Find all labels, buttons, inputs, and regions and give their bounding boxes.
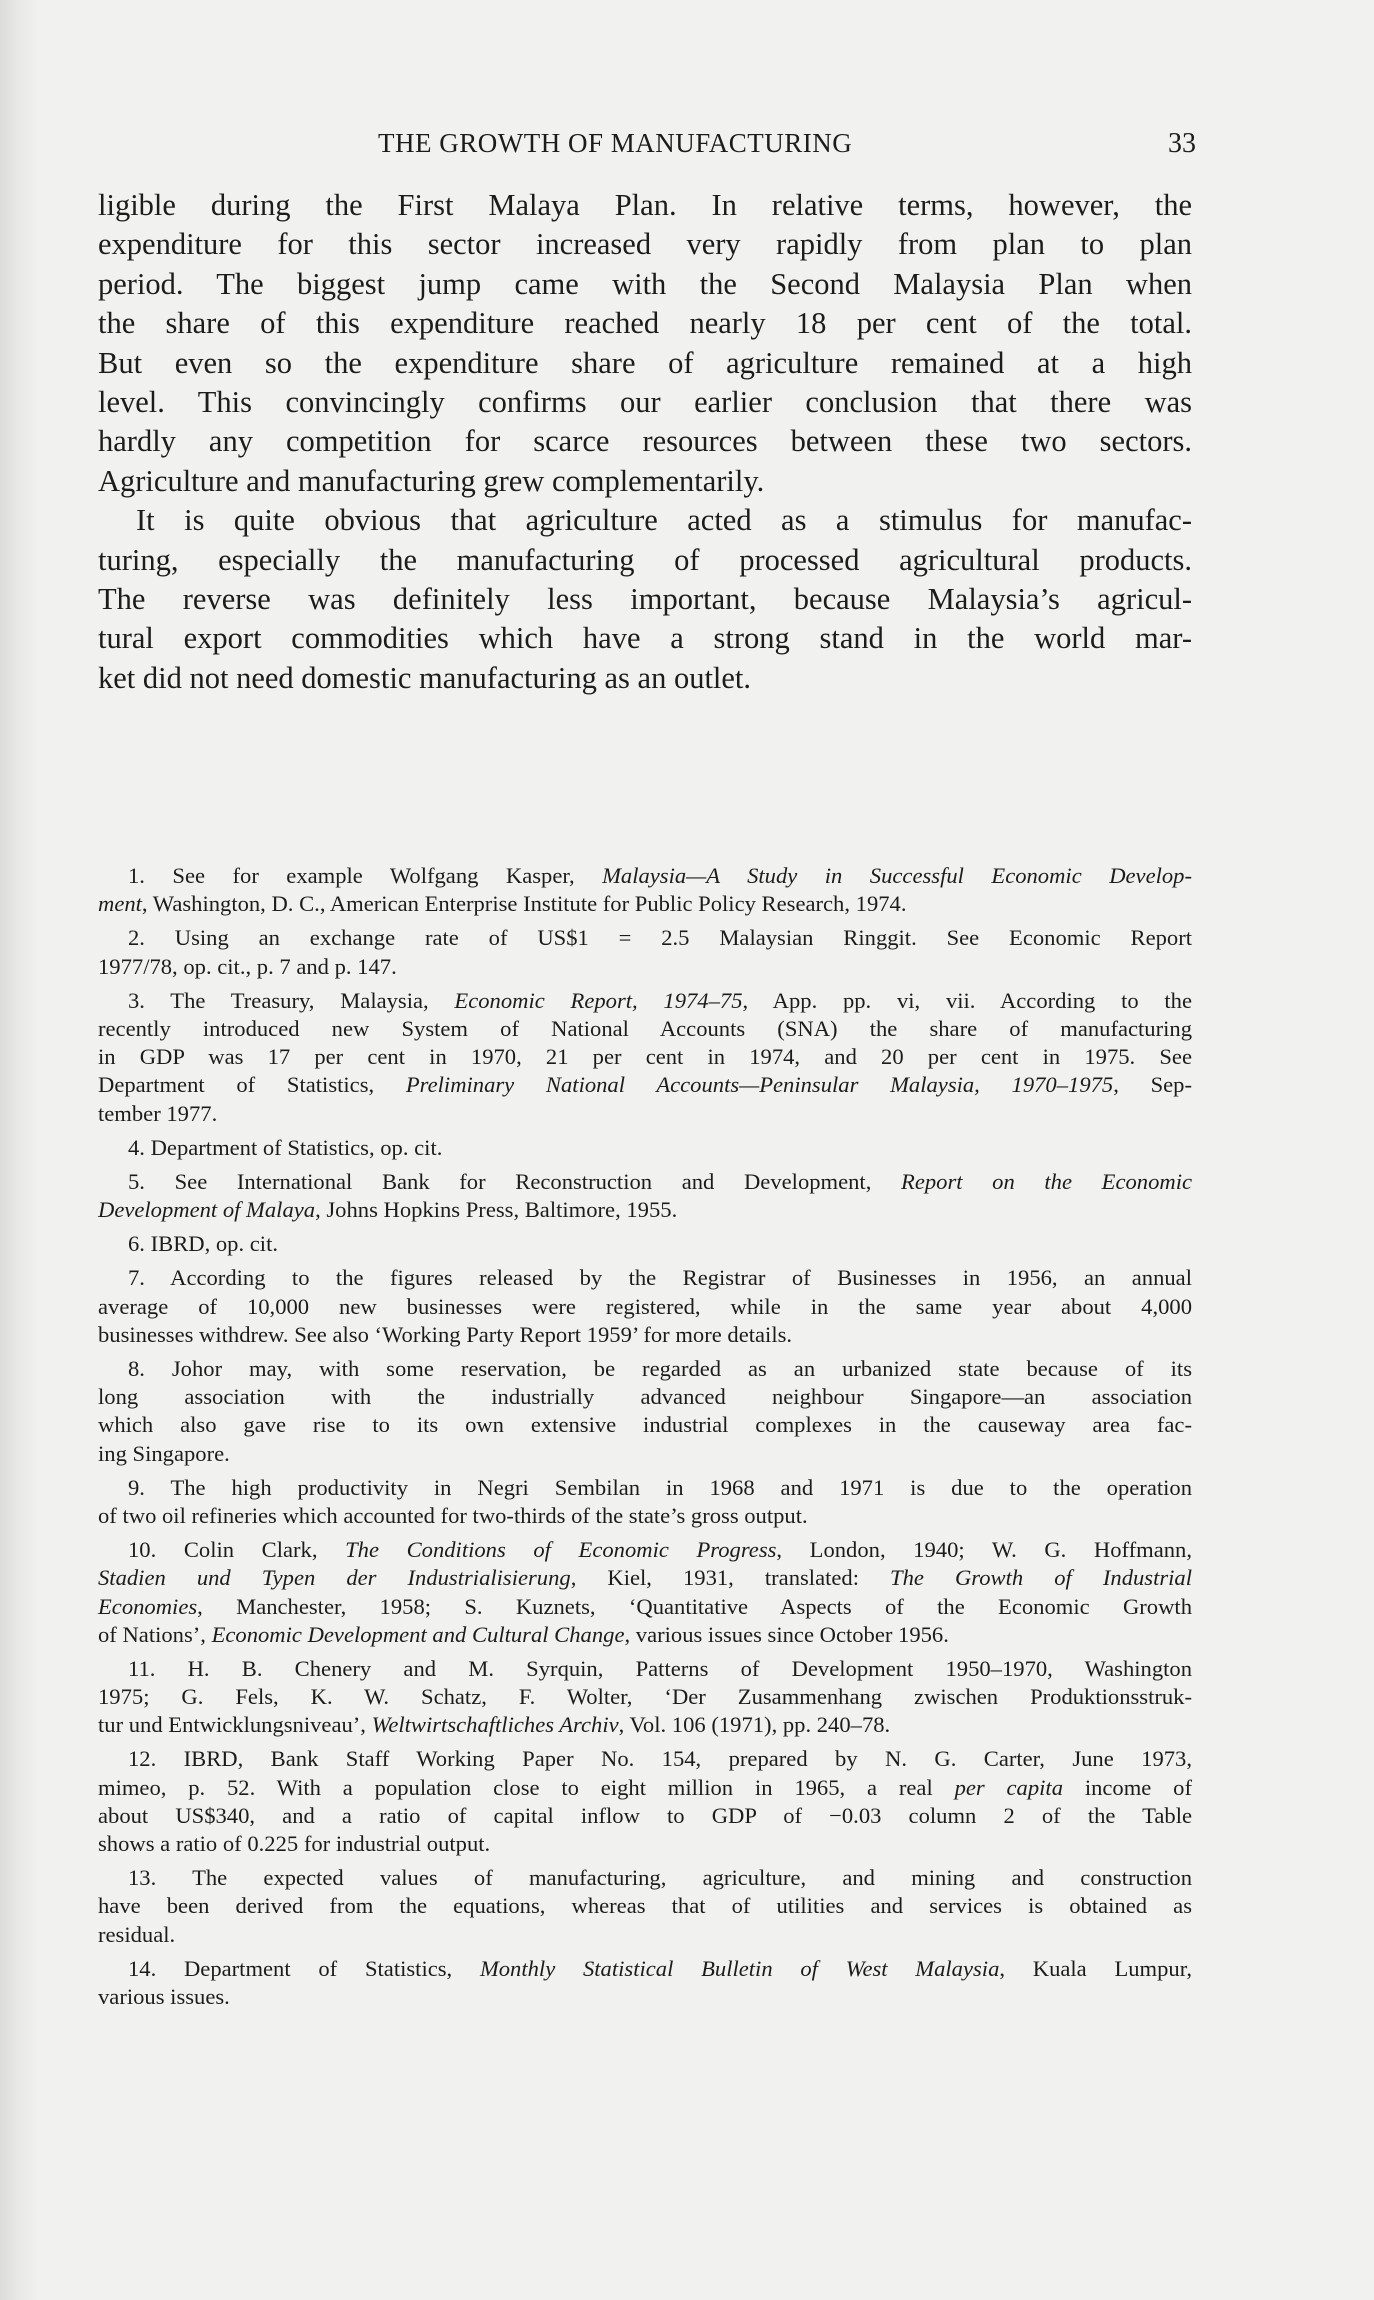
footnote-text: various issues.: [98, 1983, 230, 2009]
footnote-line: [98, 987, 1192, 1015]
footnote-14: [98, 1955, 1192, 2011]
footnote-text: 8. Johor may, with some reservation, be regarded as an urbanized state because of its: [128, 1356, 1192, 1381]
body-line: Agriculture and manufacturing grew complementarily.: [98, 463, 765, 498]
footnote-text: 12. IBRD, Bank Staff Working Paper No. 154, prepared by N. G. Carter, June 1973,: [128, 1746, 1192, 1772]
footnote-text: residual.: [98, 1921, 176, 1947]
footnote-text: 3. The Treasury, Malaysia,: [128, 987, 455, 1013]
body-text: [98, 186, 1192, 698]
footnote-text: in GDP was 17 per cent in 1970, 21 per cent in 1974, and 20 per cent in 1975. See: [98, 1044, 1192, 1070]
footnote-line: [98, 1134, 1192, 1162]
body-line: ligible during the First Malaya Plan. In relative terms, however, the: [98, 188, 1192, 222]
footnote-line: [98, 1383, 1192, 1411]
footnote-text: of two oil refineries which accounted for two-thirds of the state’s gross output.: [98, 1502, 808, 1528]
footnote-text: have been derived from the equations, whereas that of utilities and services is obtained as: [98, 1893, 1192, 1919]
footnote-text: 11. H. B. Chenery and M. Syrquin, Patterns of Development 1950–1970, Washington: [128, 1655, 1192, 1681]
footnote-9: [98, 1474, 1192, 1530]
footnote-line: [98, 1230, 1192, 1258]
footnote-text: 1975; G. Fels, K. W. Schatz, F. Wolter, ‘Der Zusammenhang zwischen Produktionsstruk-: [98, 1684, 1192, 1710]
footnote-text: about US$340, and a ratio of capital inflow to GDP of −0.03 column 2 of the Table: [98, 1802, 1192, 1828]
italic-title: per capita: [954, 1774, 1063, 1800]
footnote-line: [98, 1745, 1192, 1773]
body-line: It is quite obvious that agriculture acted as a stimulus for manufac-: [136, 503, 1192, 538]
footnote-line: [98, 1593, 1192, 1621]
body-line: expenditure for this sector increased very rapidly from plan to plan: [98, 227, 1192, 262]
footnote-line: [98, 1536, 1192, 1564]
footnote-13: [98, 1864, 1192, 1949]
footnote-line: [98, 1474, 1192, 1502]
footnote-line: [98, 1168, 1192, 1196]
body-line: But even so the expenditure share of agriculture remained at a high: [98, 345, 1192, 380]
footnote-12: [98, 1745, 1192, 1858]
footnote-line: [98, 1564, 1192, 1592]
footnote-2: [98, 924, 1192, 980]
footnote-text: income of: [1063, 1774, 1192, 1800]
italic-title: Stadien und Typen der Industrialisierung: [98, 1565, 571, 1591]
footnote-text: , Kuala Lumpur,: [999, 1955, 1192, 1981]
footnote-text: 10. Colin Clark,: [128, 1537, 346, 1563]
page-gutter-shadow: [0, 0, 40, 2300]
footnote-line: [98, 1100, 1192, 1128]
page-number: 33: [1168, 128, 1196, 159]
footnote-line: [98, 1621, 1192, 1649]
footnote-3: [98, 987, 1192, 1128]
footnote-line: [98, 1864, 1192, 1892]
italic-title: Economies: [98, 1593, 198, 1619]
italic-title: Malaysia—A Study in Successful Economic Develop-: [602, 863, 1192, 888]
body-line: turing, especially the manufacturing of processed agricultural products.: [98, 542, 1192, 577]
footnote-line: [98, 953, 1192, 981]
footnote-6: [98, 1230, 1192, 1258]
footnote-text: 14. Department of Statistics,: [128, 1955, 480, 1981]
italic-title: The Growth of Industrial: [890, 1565, 1192, 1591]
footnote-text: 9. The high productivity in Negri Sembilan in 1968 and 1971 is due to the operation: [128, 1474, 1192, 1500]
footnote-line: [98, 1774, 1192, 1802]
footnote-line: [98, 1321, 1192, 1349]
footnote-line: [98, 1502, 1192, 1530]
footnote-text: average of 10,000 new businesses were registered, while in the same year about 4,000: [98, 1293, 1192, 1319]
footnote-line: [98, 1355, 1192, 1383]
italic-title: Report on the Economic: [901, 1168, 1192, 1194]
footnote-line: [98, 1802, 1192, 1830]
footnote-line: [98, 890, 1192, 918]
footnote-10: [98, 1536, 1192, 1649]
footnote-line: [98, 1921, 1192, 1949]
footnote-4: [98, 1134, 1192, 1162]
body-line: the share of this expenditure reached nearly 18 per cent of the total.: [98, 306, 1192, 341]
footnotes-section: [98, 862, 1192, 2017]
footnote-text: recently introduced new System of National Accounts (SNA) the share of manufacturing: [98, 1015, 1192, 1041]
italic-title: Economic Report, 1974–75: [454, 987, 743, 1013]
footnote-line: [98, 862, 1192, 890]
footnote-text: 2. Using an exchange rate of US$1 = 2.5 Malaysian Ringgit. See Economic Report: [128, 925, 1192, 951]
footnote-text: , Manchester, 1958; S. Kuznets, ‘Quantitative Aspects of the Economic Growth: [197, 1593, 1192, 1619]
footnote-text: shows a ratio of 0.225 for industrial output.: [98, 1831, 491, 1856]
footnote-text: tur und Entwicklungsniveau’,: [98, 1712, 372, 1738]
footnote-text: , Vol. 106 (1971), pp. 240–78.: [618, 1712, 891, 1738]
footnote-line: [98, 1196, 1192, 1224]
running-title: THE GROWTH OF MANUFACTURING: [378, 128, 853, 158]
footnote-1: [98, 862, 1192, 918]
footnote-text: 6. IBRD, op. cit.: [128, 1231, 278, 1257]
footnote-line: [98, 1892, 1192, 1920]
footnote-text: 1. See for example Wolfgang Kasper,: [128, 863, 603, 888]
footnote-line: [98, 1071, 1192, 1099]
footnote-text: , various issues since October 1956.: [624, 1621, 949, 1647]
body-line: The reverse was definitely less important, because Malaysia’s agricul-: [98, 581, 1192, 616]
footnote-line: [98, 1411, 1192, 1439]
italic-title: Weltwirtschaftliches Archiv: [371, 1712, 619, 1738]
footnote-7: [98, 1264, 1192, 1349]
footnote-5: [98, 1168, 1192, 1224]
italic-title: The Conditions of Economic Progress: [345, 1537, 777, 1563]
footnote-text: , Johns Hopkins Press, Baltimore, 1955.: [315, 1197, 678, 1223]
footnote-line: [98, 924, 1192, 952]
footnote-line: [98, 1955, 1192, 1983]
paragraph-1: [98, 186, 1192, 501]
footnote-line: [98, 1264, 1192, 1292]
footnote-line: [98, 1015, 1192, 1043]
footnote-line: [98, 1655, 1192, 1683]
footnote-text: 7. According to the figures released by the Registrar of Businesses in 1956, an annual: [128, 1265, 1192, 1291]
footnote-8: [98, 1355, 1192, 1468]
body-line: level. This convincingly confirms our earlier conclusion that there was: [98, 384, 1192, 419]
footnote-line: [98, 1711, 1192, 1739]
footnote-text: mimeo, p. 52. With a population close to eight million in 1965, a real: [98, 1774, 955, 1800]
running-header: [98, 128, 1196, 168]
italic-title: Monthly Statistical Bulletin of West Malaysia: [479, 1955, 1000, 1981]
footnote-text: of Nations’,: [98, 1621, 212, 1647]
footnote-line: [98, 1983, 1192, 2011]
paragraph-2: [98, 501, 1192, 698]
footnote-text: which also gave rise to its own extensive industrial complexes in the causeway area fac-: [98, 1412, 1192, 1438]
footnote-text: 4. Department of Statistics, op. cit.: [128, 1134, 443, 1160]
body-line: period. The biggest jump came with the Second Malaysia Plan when: [98, 266, 1192, 301]
footnote-line: [98, 1440, 1192, 1468]
footnote-text: ing Singapore.: [98, 1440, 230, 1466]
footnote-line: [98, 1830, 1192, 1858]
footnote-line: [98, 1043, 1192, 1071]
footnote-text: , Sep-: [1113, 1072, 1192, 1098]
italic-title: Economic Development and Cultural Change: [211, 1621, 625, 1647]
footnote-text: , London, 1940; W. G. Hoffmann,: [776, 1537, 1192, 1563]
footnote-text: 13. The expected values of manufacturing, agriculture, and mining and construction: [128, 1865, 1192, 1891]
footnote-line: [98, 1683, 1192, 1711]
italic-title: Development of Malaya: [98, 1197, 316, 1223]
body-line: hardly any competition for scarce resources between these two sectors.: [98, 424, 1192, 459]
footnote-text: 5. See International Bank for Reconstruction and Development,: [128, 1168, 902, 1194]
footnote-text: tember 1977.: [98, 1100, 218, 1126]
footnote-text: , Kiel, 1931, translated:: [570, 1565, 891, 1591]
footnote-text: , Washington, D. C., American Enterprise Institute for Public Policy Research, 1974.: [141, 891, 907, 917]
footnote-text: , App. pp. vi, vii. According to the: [742, 987, 1192, 1013]
footnote-text: 1977/78, op. cit., p. 7 and p. 147.: [98, 953, 397, 979]
italic-title: Preliminary National Accounts—Peninsular Malaysia, 1970–1975: [405, 1072, 1114, 1098]
footnote-11: [98, 1655, 1192, 1740]
footnote-line: [98, 1293, 1192, 1321]
footnote-text: long association with the industrially advanced neighbour Singapore—an association: [98, 1384, 1192, 1410]
italic-title: ment: [98, 891, 142, 917]
footnote-text: businesses withdrew. See also ‘Working Party Report 1959’ for more details.: [98, 1321, 793, 1347]
body-line: tural export commodities which have a strong stand in the world mar-: [98, 621, 1192, 656]
footnote-text: Department of Statistics,: [98, 1072, 406, 1098]
body-line: ket did not need domestic manufacturing as an outlet.: [98, 660, 752, 695]
